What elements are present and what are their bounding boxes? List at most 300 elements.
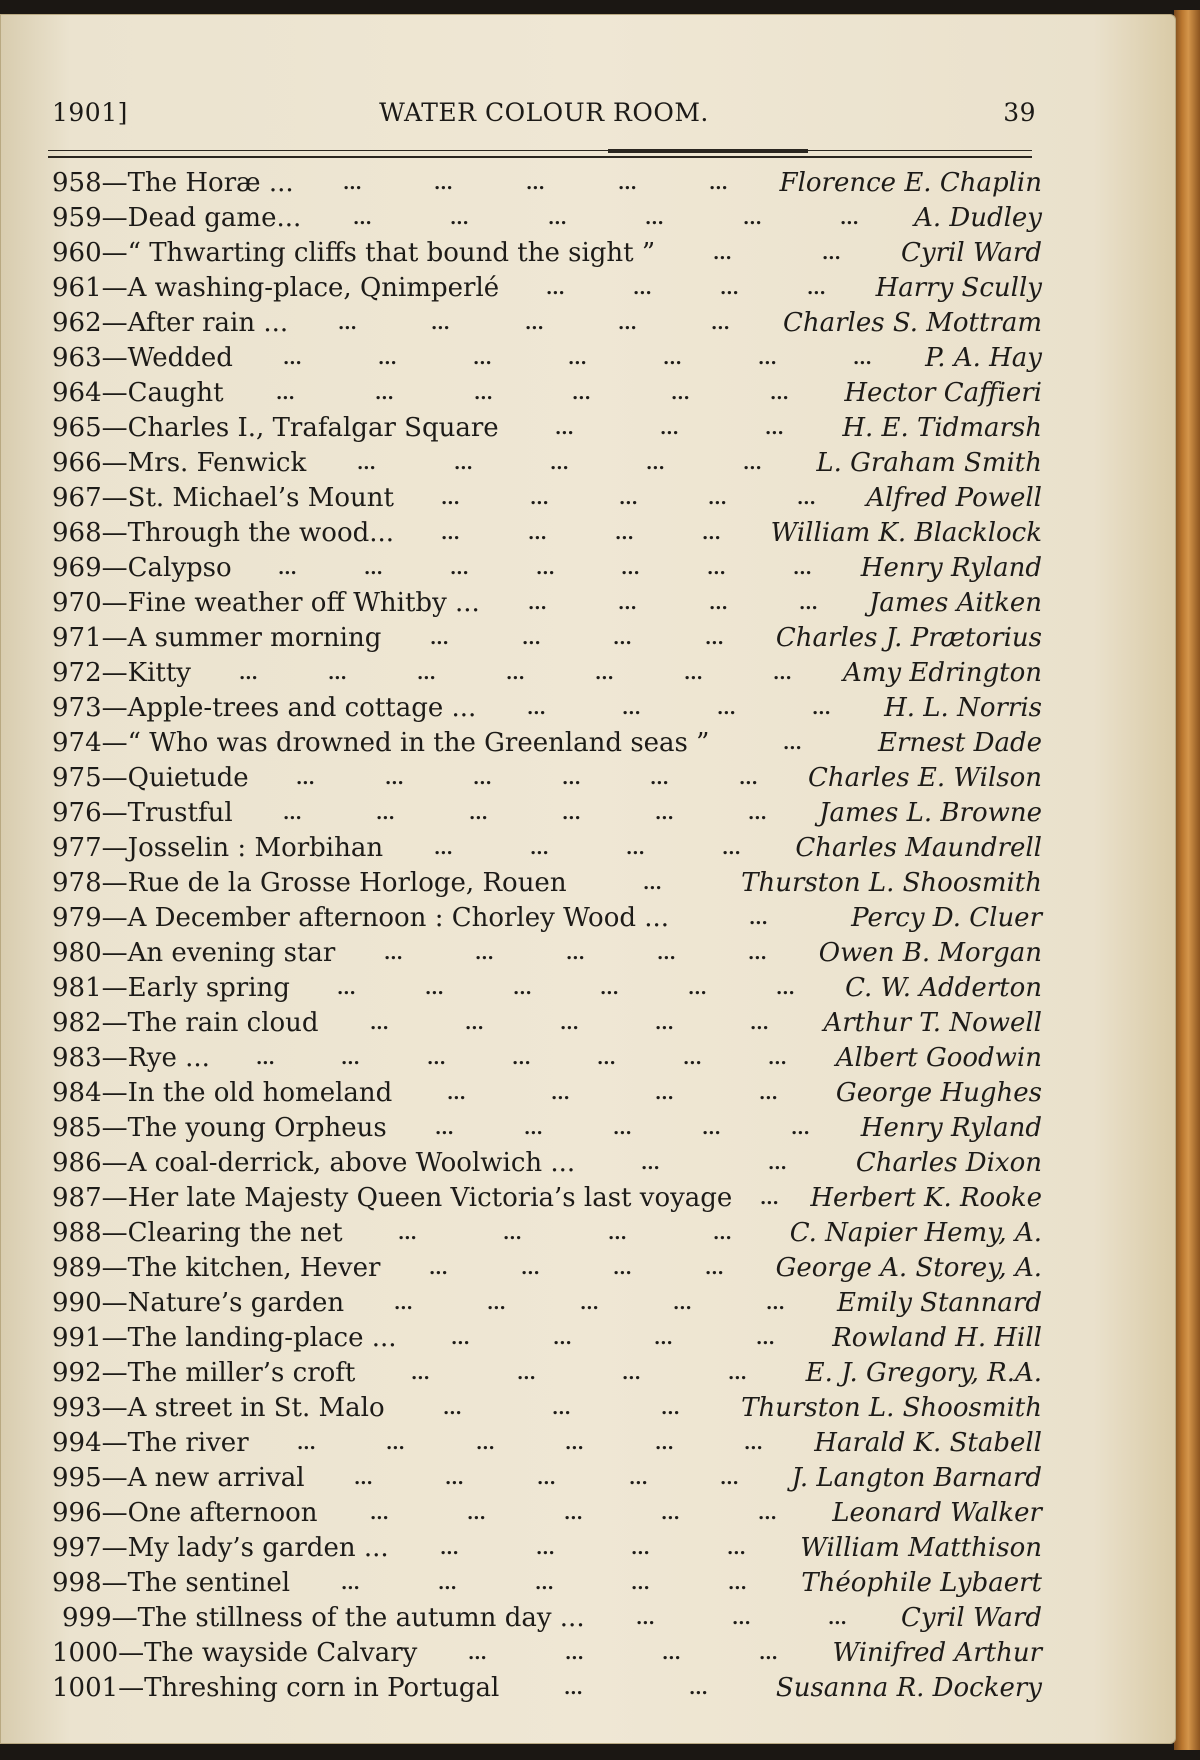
entry-artist: Amy Edrington xyxy=(843,658,1042,688)
dot-leader: ... ... ... ... ... xyxy=(338,313,730,334)
entry-title xyxy=(62,1601,585,1636)
entry-artist: L. Graham Smith xyxy=(816,448,1042,478)
list-item xyxy=(52,166,1042,201)
dot-leader: ... ... ... ... xyxy=(398,1223,732,1244)
list-item xyxy=(52,1426,1042,1461)
entry-dash: — xyxy=(101,1043,128,1073)
entry-artist: H. E. Tidmarsh xyxy=(842,413,1042,443)
list-item xyxy=(52,1076,1042,1111)
list-item xyxy=(52,236,1042,271)
entry-dash: — xyxy=(101,1463,128,1493)
entry-title-text: An evening star xyxy=(127,938,336,968)
entry-number: 989 xyxy=(52,1253,102,1283)
entry-dash: — xyxy=(101,1428,128,1458)
catalogue-page xyxy=(0,14,1176,1744)
list-item xyxy=(52,901,1042,936)
entry-list xyxy=(52,166,1042,1706)
list-item xyxy=(52,481,1042,516)
header-rule xyxy=(48,150,1032,158)
dot-leader: ... ... ... ... ... ... xyxy=(283,803,767,824)
entry-artist: Charles J. Prætorius xyxy=(775,623,1042,653)
dot-leader: ... ... ... ... xyxy=(411,1363,747,1384)
entry-dash: — xyxy=(101,1113,128,1143)
dot-leader: ... ... ... xyxy=(555,418,784,439)
entry-dash: — xyxy=(101,308,128,338)
entry-title-text: The river xyxy=(127,1428,249,1458)
dot-leader: ... ... ... ... ... xyxy=(435,1118,810,1139)
entry-artist: Harry Scully xyxy=(875,273,1042,303)
entry-number: 971 xyxy=(52,623,102,653)
entry-title-text: Through the wood... xyxy=(127,518,395,548)
dot-leader: ... ... ... ... xyxy=(528,593,818,614)
entry-artist: Thurston L. Shoosmith xyxy=(741,1393,1042,1423)
dot-leader: ... ... ... ... ... xyxy=(394,1293,785,1314)
entry-title xyxy=(52,481,394,516)
list-item xyxy=(52,411,1042,446)
entry-dash: — xyxy=(101,1533,128,1563)
dot-leader: ... ... ... ... xyxy=(468,1643,778,1664)
dot-leader: ... xyxy=(749,908,768,929)
entry-title xyxy=(52,831,383,866)
list-item xyxy=(52,1286,1042,1321)
entry-title xyxy=(52,1461,305,1496)
list-item xyxy=(52,1391,1042,1426)
dot-leader: ... ... ... ... ... xyxy=(341,1573,747,1594)
entry-title xyxy=(52,166,294,201)
list-item xyxy=(52,1601,1042,1636)
entry-artist: Arthur T. Nowell xyxy=(823,1008,1042,1038)
entry-number: 962 xyxy=(52,308,102,338)
entry-artist: Harald K. Stabell xyxy=(814,1428,1042,1458)
entry-number: 986 xyxy=(52,1148,102,1178)
entry-number: 997 xyxy=(52,1533,102,1563)
entry-artist: Emily Stannard xyxy=(836,1288,1042,1318)
dot-leader: ... ... ... ... ... xyxy=(354,1468,739,1489)
entry-title-text: My lady’s garden ... xyxy=(127,1533,389,1563)
entry-title xyxy=(52,1496,318,1531)
entry-title-text: In the old homeland xyxy=(127,1078,393,1108)
entry-title xyxy=(52,656,191,691)
entry-number: 994 xyxy=(52,1428,102,1458)
entry-title-text: Early spring xyxy=(127,973,290,1003)
entry-artist: Hector Caffieri xyxy=(844,378,1042,408)
entry-artist: Leonard Walker xyxy=(832,1498,1042,1528)
list-item xyxy=(52,866,1042,901)
list-item xyxy=(52,761,1042,796)
entry-title-text: Wedded xyxy=(127,343,233,373)
entry-artist: Alfred Powell xyxy=(866,483,1042,513)
list-item xyxy=(52,586,1042,621)
dot-leader: ... ... ... ... xyxy=(451,1328,775,1349)
entry-artist: A. Dudley xyxy=(914,203,1042,233)
dot-leader: ... xyxy=(643,873,662,894)
list-item xyxy=(52,691,1042,726)
dot-leader: ... ... ... ... xyxy=(546,278,826,299)
entry-number: 998 xyxy=(52,1568,102,1598)
entry-title xyxy=(52,621,381,656)
list-item xyxy=(52,1146,1042,1181)
entry-title-text: A street in St. Malo xyxy=(127,1393,385,1423)
entry-title-text: A summer morning xyxy=(127,623,382,653)
entry-title-text: The rain cloud xyxy=(127,1008,319,1038)
entry-dash: — xyxy=(101,588,128,618)
entry-number: 1000 xyxy=(52,1638,119,1668)
list-item xyxy=(52,1216,1042,1251)
list-item xyxy=(52,726,1042,761)
entry-dash: — xyxy=(101,553,128,583)
dot-leader: ... ... ... ... xyxy=(434,838,741,859)
entry-artist: Charles E. Wilson xyxy=(807,763,1042,793)
entry-dash: — xyxy=(101,728,128,758)
dot-leader: ... ... ... ... ... ... xyxy=(353,208,859,229)
entry-dash: — xyxy=(101,693,128,723)
entry-title-text: Rue de la Grosse Horloge, Rouen xyxy=(127,868,567,898)
entry-number: 996 xyxy=(52,1498,102,1528)
entry-artist: William Matthison xyxy=(800,1533,1042,1563)
entry-title-text: “ Thwarting cliffs that bound the sight ” xyxy=(127,238,656,268)
entry-artist: Charles Maundrell xyxy=(795,833,1042,863)
entry-dash: — xyxy=(101,973,128,1003)
dot-leader: ... xyxy=(760,1188,779,1209)
entry-dash: — xyxy=(101,343,128,373)
entry-dash: — xyxy=(101,763,128,793)
entry-artist: Charles Dixon xyxy=(855,1148,1042,1178)
entry-number: 985 xyxy=(52,1113,102,1143)
entry-dash: — xyxy=(101,938,128,968)
dot-leader: ... ... ... ... xyxy=(527,698,831,719)
entry-title xyxy=(52,936,335,971)
entry-title-text: Fine weather off Whitby ... xyxy=(127,588,480,618)
entry-number: 959 xyxy=(52,203,102,233)
entry-number: 980 xyxy=(52,938,102,968)
entry-title-text: Mrs. Fenwick xyxy=(127,448,307,478)
dot-leader: ... ... ... ... xyxy=(430,628,724,649)
entry-number: 988 xyxy=(52,1218,102,1248)
entry-artist: Cyril Ward xyxy=(901,238,1042,268)
entry-title-text: Dead game... xyxy=(127,203,302,233)
entry-number: 964 xyxy=(52,378,102,408)
header-title: WATER COLOUR ROOM. xyxy=(379,98,709,127)
entry-title-text: Kitty xyxy=(127,658,191,688)
entry-number: 987 xyxy=(52,1183,102,1213)
entry-title xyxy=(52,796,233,831)
dot-leader: ... ... xyxy=(713,243,841,264)
entry-title xyxy=(52,516,394,551)
entry-title xyxy=(52,271,499,306)
entry-number: 972 xyxy=(52,658,102,688)
list-item xyxy=(52,341,1042,376)
entry-number: 977 xyxy=(52,833,102,863)
entry-number: 984 xyxy=(52,1078,102,1108)
entry-title xyxy=(52,411,499,446)
entry-dash: — xyxy=(101,833,128,863)
entry-title xyxy=(52,306,288,341)
list-item xyxy=(52,936,1042,971)
dot-leader: ... ... ... ... xyxy=(440,1538,746,1559)
entry-title xyxy=(52,901,669,936)
entry-artist: William K. Blacklock xyxy=(770,518,1042,548)
dot-leader: ... ... ... ... ... ... xyxy=(297,1433,763,1454)
dot-leader: ... xyxy=(783,733,802,754)
entry-title xyxy=(52,1671,499,1706)
entry-number: 1001 xyxy=(52,1673,119,1703)
entry-title xyxy=(52,1391,385,1426)
list-item xyxy=(52,831,1042,866)
list-item xyxy=(52,1006,1042,1041)
entry-title-text: A December afternoon : Chorley Wood ... xyxy=(127,903,670,933)
entry-title-text: After rain ... xyxy=(127,308,289,338)
list-item xyxy=(52,621,1042,656)
entry-title xyxy=(52,691,476,726)
entry-dash: — xyxy=(118,1673,145,1703)
entry-artist: Percy D. Cluer xyxy=(851,903,1042,933)
list-item xyxy=(52,1636,1042,1671)
entry-title-text: Rye ... xyxy=(127,1043,210,1073)
list-item xyxy=(52,1181,1042,1216)
dot-leader: ... ... ... ... ... ... xyxy=(337,978,795,999)
entry-dash: — xyxy=(101,1183,128,1213)
entry-artist: J. Langton Barnard xyxy=(791,1463,1042,1493)
entry-title xyxy=(52,1286,344,1321)
entry-dash: — xyxy=(101,658,128,688)
entry-dash: — xyxy=(101,483,128,513)
dot-leader: ... ... ... ... ... ... ... xyxy=(239,663,792,684)
entry-title-text: The stillness of the autumn day ... xyxy=(137,1603,585,1633)
list-item xyxy=(52,306,1042,341)
list-item xyxy=(52,1496,1042,1531)
dot-leader: ... ... ... ... ... ... ... xyxy=(283,348,872,369)
list-item xyxy=(52,1111,1042,1146)
list-item xyxy=(52,376,1042,411)
entry-number: 999 xyxy=(62,1603,112,1633)
entry-title-text: Quietude xyxy=(127,763,249,793)
entry-dash: — xyxy=(101,1253,128,1283)
entry-title xyxy=(52,586,480,621)
entry-artist: Henry Ryland xyxy=(860,553,1042,583)
entry-artist: Charles S. Mottram xyxy=(782,308,1042,338)
list-item xyxy=(52,1671,1042,1706)
list-item xyxy=(52,971,1042,1006)
entry-dash: — xyxy=(101,1323,128,1353)
entry-artist: C. W. Adderton xyxy=(845,973,1042,1003)
entry-title xyxy=(52,1216,343,1251)
entry-number: 973 xyxy=(52,693,102,723)
entry-dash: — xyxy=(101,623,128,653)
dot-leader: ... ... ... ... xyxy=(429,1258,724,1279)
entry-dash: — xyxy=(101,1288,128,1318)
entry-title-text: Trustful xyxy=(127,798,233,828)
list-item xyxy=(52,1531,1042,1566)
entry-title-text: Clearing the net xyxy=(127,1218,343,1248)
entry-dash: — xyxy=(101,168,128,198)
entry-number: 982 xyxy=(52,1008,102,1038)
entry-title xyxy=(52,726,709,761)
entry-artist: Owen B. Morgan xyxy=(818,938,1042,968)
entry-dash: — xyxy=(101,413,128,443)
entry-dash: — xyxy=(101,1568,128,1598)
entry-title xyxy=(52,761,249,796)
entry-dash: — xyxy=(101,1218,128,1248)
list-item xyxy=(52,446,1042,481)
header-year: 1901] xyxy=(52,98,128,127)
entry-artist: Ernest Dade xyxy=(878,728,1042,758)
list-item xyxy=(52,551,1042,586)
entry-artist: George Hughes xyxy=(835,1078,1042,1108)
entry-title-text: Apple-trees and cottage ... xyxy=(127,693,477,723)
entry-title xyxy=(52,376,224,411)
entry-artist: Thurston L. Shoosmith xyxy=(741,868,1042,898)
entry-title-text: Josselin : Morbihan xyxy=(127,833,384,863)
dot-leader: ... ... ... xyxy=(443,1398,680,1419)
entry-number: 958 xyxy=(52,168,102,198)
dot-leader: ... ... ... ... ... ... xyxy=(296,768,758,789)
entry-number: 981 xyxy=(52,973,102,1003)
entry-number: 990 xyxy=(52,1288,102,1318)
entry-artist: Winifred Arthur xyxy=(832,1638,1042,1668)
list-item xyxy=(52,1041,1042,1076)
entry-title-text: St. Michael’s Mount xyxy=(127,483,394,513)
list-item xyxy=(52,201,1042,236)
entry-title-text: One afternoon xyxy=(127,1498,318,1528)
dot-leader: ... ... ... ... ... ... ... xyxy=(256,1048,787,1069)
entry-artist: Albert Goodwin xyxy=(835,1043,1042,1073)
entry-number: 960 xyxy=(52,238,102,268)
list-item xyxy=(52,1461,1042,1496)
entry-title xyxy=(52,1006,319,1041)
entry-title xyxy=(52,1181,732,1216)
entry-dash: — xyxy=(101,798,128,828)
entry-title-text: A new arrival xyxy=(127,1463,305,1493)
entry-number: 983 xyxy=(52,1043,102,1073)
entry-artist: Cyril Ward xyxy=(901,1603,1042,1633)
entry-title xyxy=(52,1321,397,1356)
dot-leader: ... ... xyxy=(641,1153,787,1174)
entry-artist: H. L. Norris xyxy=(884,693,1042,723)
entry-number: 967 xyxy=(52,483,102,513)
entry-artist: P. A. Hay xyxy=(925,343,1042,373)
list-item xyxy=(52,796,1042,831)
entry-dash: — xyxy=(118,1638,145,1668)
entry-title xyxy=(52,1251,380,1286)
book-spine-edge xyxy=(1174,10,1200,1750)
entry-dash: — xyxy=(111,1603,138,1633)
entry-dash: — xyxy=(101,448,128,478)
entry-dash: — xyxy=(101,903,128,933)
page-header xyxy=(52,98,1036,138)
entry-title-text: “ Who was drowned in the Greenland seas ” xyxy=(127,728,710,758)
list-item xyxy=(52,1566,1042,1601)
list-item xyxy=(52,1321,1042,1356)
entry-title-text: Threshing corn in Portugal xyxy=(144,1673,500,1703)
entry-artist: Rowland H. Hill xyxy=(832,1323,1042,1353)
entry-title-text: Nature’s garden xyxy=(127,1288,345,1318)
entry-dash: — xyxy=(101,1498,128,1528)
entry-number: 970 xyxy=(52,588,102,618)
entry-title-text: Her late Majesty Queen Victoria’s last voyage xyxy=(127,1183,733,1213)
entry-dash: — xyxy=(101,273,128,303)
entry-number: 968 xyxy=(52,518,102,548)
entry-title-text: A washing-place, Qnimperlé xyxy=(127,273,500,303)
entry-artist: C. Napier Hemy, A. xyxy=(789,1218,1042,1248)
entry-artist: George A. Storey, A. xyxy=(775,1253,1042,1283)
dot-leader: ... ... ... ... xyxy=(447,1083,778,1104)
entry-artist: Herbert K. Rooke xyxy=(810,1183,1042,1213)
entry-artist: Théophile Lybaert xyxy=(801,1568,1042,1598)
entry-artist: E. J. Gregory, R.A. xyxy=(805,1358,1042,1388)
entry-title-text: Caught xyxy=(127,378,224,408)
entry-dash: — xyxy=(101,1358,128,1388)
entry-number: 966 xyxy=(52,448,102,478)
entry-number: 991 xyxy=(52,1323,102,1353)
entry-artist: Henry Ryland xyxy=(860,1113,1042,1143)
entry-number: 963 xyxy=(52,343,102,373)
entry-title-text: The kitchen, Hever xyxy=(127,1253,381,1283)
entry-title xyxy=(52,1356,355,1391)
dot-leader: ... ... ... ... ... xyxy=(370,1503,777,1524)
entry-number: 975 xyxy=(52,763,102,793)
entry-number: 961 xyxy=(52,273,102,303)
entry-title xyxy=(52,866,567,901)
entry-title-text: The miller’s croft xyxy=(127,1358,356,1388)
list-item xyxy=(52,656,1042,691)
dot-leader: ... ... ... ... ... ... ... xyxy=(278,558,812,579)
entry-title-text: The young Orpheus xyxy=(127,1113,387,1143)
dot-leader: ... ... ... ... ... xyxy=(357,453,762,474)
dot-leader: ... ... xyxy=(564,1678,708,1699)
dot-leader: ... ... ... ... ... xyxy=(441,488,816,509)
entry-title xyxy=(52,1566,290,1601)
dot-leader: ... ... ... ... ... xyxy=(384,943,767,964)
entry-number: 995 xyxy=(52,1463,102,1493)
entry-number: 979 xyxy=(52,903,102,933)
dot-leader: ... ... ... ... ... xyxy=(343,173,728,194)
entry-artist: James Aitken xyxy=(869,588,1042,618)
entry-title xyxy=(52,236,655,271)
entry-title-text: Calypso xyxy=(127,553,232,583)
entry-dash: — xyxy=(101,1148,128,1178)
entry-number: 993 xyxy=(52,1393,102,1423)
list-item xyxy=(52,1356,1042,1391)
entry-title xyxy=(52,1146,575,1181)
entry-title xyxy=(52,1041,210,1076)
entry-dash: — xyxy=(101,868,128,898)
entry-number: 992 xyxy=(52,1358,102,1388)
entry-dash: — xyxy=(101,1008,128,1038)
entry-dash: — xyxy=(101,1393,128,1423)
entry-title xyxy=(52,1531,389,1566)
entry-title xyxy=(52,1426,249,1461)
dot-leader: ... ... ... ... xyxy=(441,523,721,544)
entry-title xyxy=(52,1636,417,1671)
entry-title-text: The landing-place ... xyxy=(127,1323,397,1353)
entry-dash: — xyxy=(101,203,128,233)
entry-number: 978 xyxy=(52,868,102,898)
entry-number: 969 xyxy=(52,553,102,583)
entry-title xyxy=(52,1111,387,1146)
list-item xyxy=(52,1251,1042,1286)
entry-dash: — xyxy=(101,238,128,268)
list-item xyxy=(52,516,1042,551)
entry-dash: — xyxy=(101,1078,128,1108)
entry-number: 974 xyxy=(52,728,102,758)
entry-title-text: The sentinel xyxy=(127,1568,291,1598)
entry-title xyxy=(52,971,290,1006)
entry-dash: — xyxy=(101,518,128,548)
entry-title-text: The Horæ ... xyxy=(127,168,294,198)
entry-title xyxy=(52,201,301,236)
entry-artist: James L. Browne xyxy=(819,798,1042,828)
entry-artist: Florence E. Chaplin xyxy=(779,168,1042,198)
